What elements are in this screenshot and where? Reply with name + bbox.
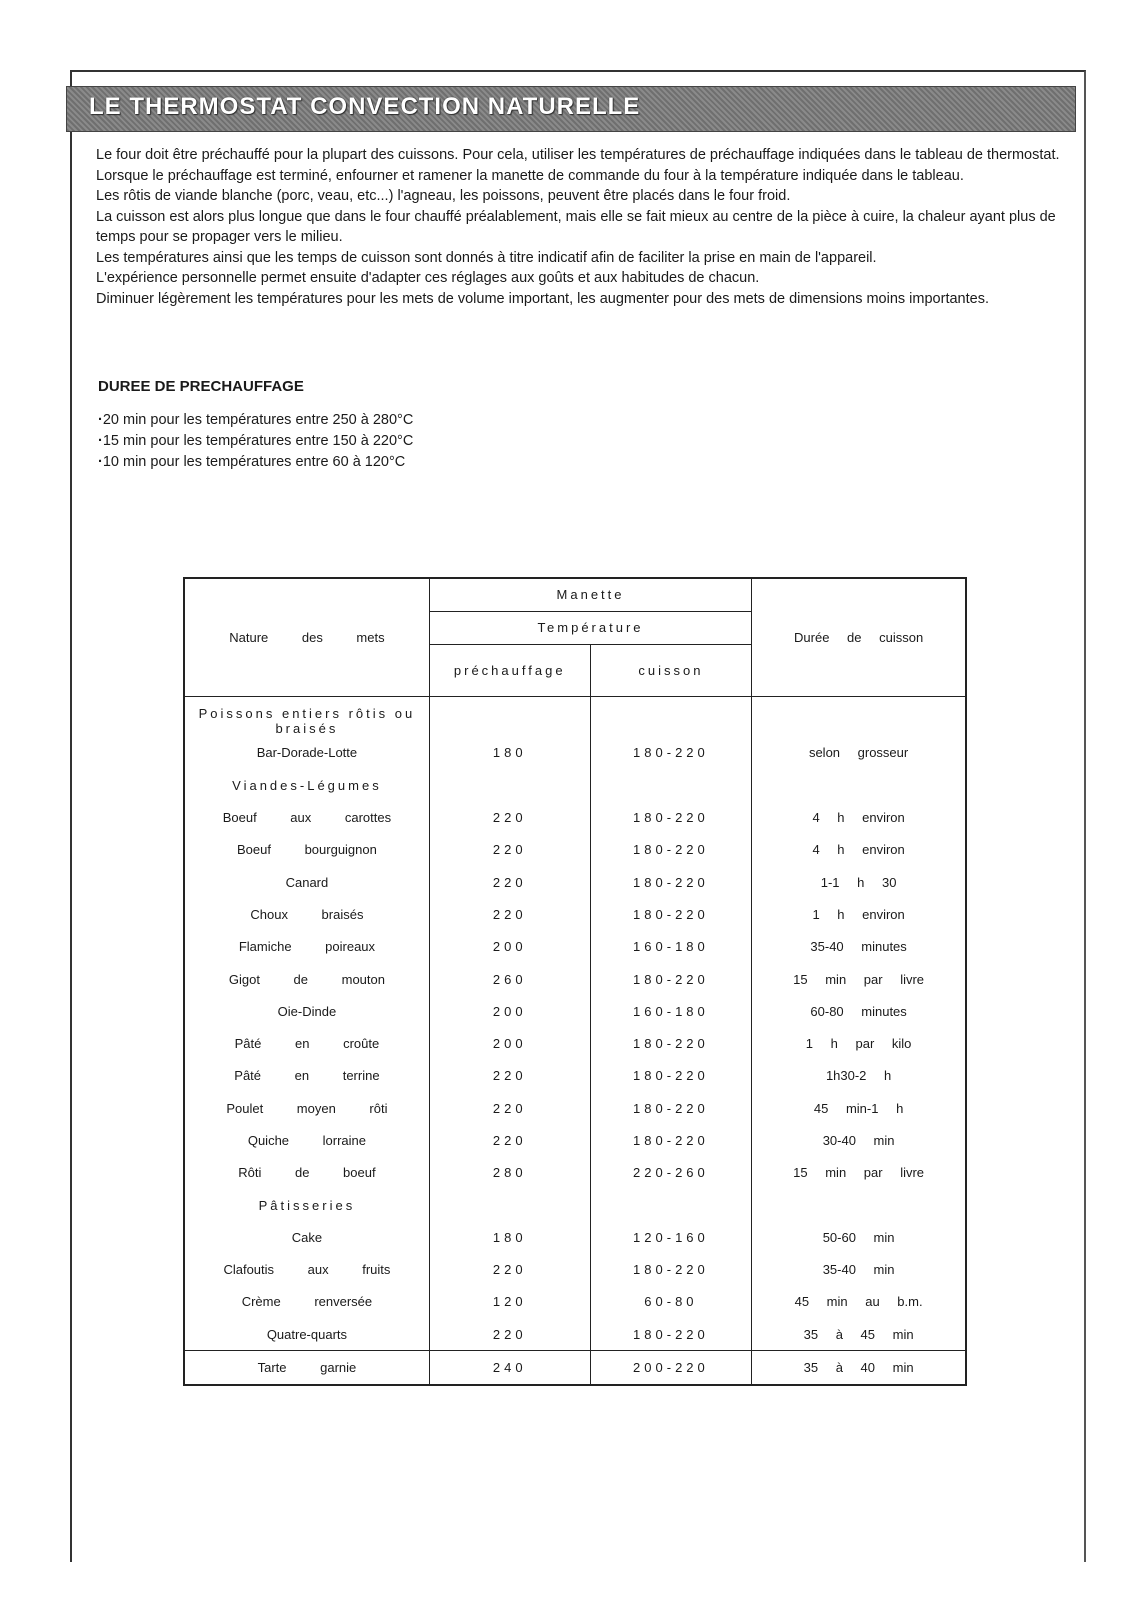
cell-nature: Quatre-quarts (184, 1318, 429, 1351)
table-row (184, 769, 966, 801)
cell-pre (429, 769, 590, 801)
cell-cuis: 180-220 (590, 866, 752, 898)
cell-duree: 50-60 min (752, 1221, 966, 1253)
header-duree: Durée de cuisson (752, 578, 966, 696)
cell-pre (429, 1189, 590, 1221)
cell-duree: 35-40 minutes (752, 931, 966, 963)
cell-nature: Boeuf aux carottes (184, 801, 429, 833)
cell-cuis (590, 1189, 752, 1221)
cell-nature: Quiche lorraine (184, 1124, 429, 1156)
cell-duree (752, 769, 966, 801)
header-prechauffage: préchauffage (429, 644, 590, 696)
cell-nature: Pâté en terrine (184, 1060, 429, 1092)
cell-nature: Rôti de boeuf (184, 1157, 429, 1189)
cell-nature: Crème renversée (184, 1286, 429, 1318)
table-row (184, 1221, 966, 1253)
cell-cuis: 180-220 (590, 1124, 752, 1156)
cell-nature: Tarte garnie (184, 1351, 429, 1385)
cell-pre: 240 (429, 1351, 590, 1385)
cell-nature: Boeuf bourguignon (184, 834, 429, 866)
cell-cuis: 180-220 (590, 898, 752, 930)
cell-duree: 1h30-2 h (752, 1060, 966, 1092)
cell-cuis: 180-220 (590, 801, 752, 833)
table-row (184, 866, 966, 898)
cell-pre: 180 (429, 1221, 590, 1253)
cell-nature: Canard (184, 866, 429, 898)
cell-duree: 1 h par kilo (752, 1027, 966, 1059)
cell-duree: 35 à 40 min (752, 1351, 966, 1385)
cell-cuis: 180-220 (590, 737, 752, 769)
table-row (184, 1254, 966, 1286)
cell-pre: 260 (429, 963, 590, 995)
table-row (184, 995, 966, 1027)
intro-line: Lorsque le préchauffage est terminé, enfourner et ramener la manette de commande du four à la température indiquée dans le tableau. (96, 167, 964, 184)
cell-cuis: 180-220 (590, 1092, 752, 1124)
cell-nature: Pâtisseries (184, 1189, 429, 1221)
table-row (184, 1286, 966, 1318)
cell-duree (752, 696, 966, 737)
cell-cuis: 60-80 (590, 1286, 752, 1318)
intro-line: Le four doit être préchauffé pour la plupart des cuissons. Pour cela, utiliser les températures de préchauffage indiquées dans le tableau de thermostat. (96, 147, 1060, 163)
cell-duree: 4 h environ (752, 834, 966, 866)
cell-pre: 220 (429, 1092, 590, 1124)
table-row (184, 1060, 966, 1092)
cell-pre: 200 (429, 931, 590, 963)
table-body (184, 696, 966, 1385)
table-row (184, 737, 966, 769)
table-row (184, 801, 966, 833)
header-manette: Manette (429, 578, 751, 611)
intro-line: L'expérience personnelle permet ensuite d'adapter ces réglages aux goûts et aux habitudes de chacun. (96, 270, 760, 286)
cooking-table (183, 577, 967, 1386)
cell-cuis: 180-220 (590, 1318, 752, 1351)
preheat-heading: DUREE DE PRECHAUFFAGE (98, 378, 304, 395)
cell-pre: 220 (429, 898, 590, 930)
cell-nature: Choux braisés (184, 898, 429, 930)
cell-pre: 220 (429, 1254, 590, 1286)
table-row (184, 1318, 966, 1351)
cell-nature: Poulet moyen rôti (184, 1092, 429, 1124)
cell-cuis: 180-220 (590, 1027, 752, 1059)
cell-duree: 15 min par livre (752, 1157, 966, 1189)
cell-nature: Oie-Dinde (184, 995, 429, 1027)
cell-nature: Poissons entiers rôtis ou braisés (184, 696, 429, 737)
cell-cuis (590, 696, 752, 737)
cell-cuis: 180-220 (590, 1254, 752, 1286)
preheat-item: · 15 min pour les températures entre 150 à 220°C (98, 431, 413, 452)
table-row (184, 696, 966, 737)
cell-nature: Cake (184, 1221, 429, 1253)
cell-duree: 45 min-1 h (752, 1092, 966, 1124)
header-cuisson: cuisson (590, 644, 752, 696)
cell-duree: 1-1 h 30 (752, 866, 966, 898)
cell-pre: 220 (429, 834, 590, 866)
cell-pre: 120 (429, 1286, 590, 1318)
table-row (184, 1027, 966, 1059)
cell-cuis: 220-260 (590, 1157, 752, 1189)
table-row (184, 1092, 966, 1124)
cell-duree: selon grosseur (752, 737, 966, 769)
preheat-list (98, 410, 413, 473)
cell-cuis: 160-180 (590, 995, 752, 1027)
intro-line: Diminuer légèrement les températures pour les mets de volume important, les augmenter pour des mets de dimensions moins importantes. (96, 290, 989, 307)
cell-duree (752, 1189, 966, 1221)
cell-pre: 180 (429, 737, 590, 769)
preheat-item: · 20 min pour les températures entre 250 à 280°C (98, 410, 413, 431)
cell-pre: 200 (429, 995, 590, 1027)
title-banner (66, 86, 1076, 132)
cell-duree: 45 min au b.m. (752, 1286, 966, 1318)
cell-pre: 220 (429, 801, 590, 833)
table-row (184, 834, 966, 866)
cell-duree: 60-80 minutes (752, 995, 966, 1027)
cell-cuis: 120-160 (590, 1221, 752, 1253)
header-temperature: Température (429, 611, 751, 644)
intro-line: Les rôtis de viande blanche (porc, veau, etc...) l'agneau, les poissons, peuvent être placés dans le four froid. (96, 188, 791, 204)
intro-line: La cuisson est alors plus longue que dans le four chauffé préalablement, mais elle se fait mieux au centre de la pièce à cuire, la chaleur ayant plus de temps pour se propager vers le milieu. (96, 208, 1056, 245)
cell-nature: Bar-Dorade-Lotte (184, 737, 429, 769)
preheat-item: · 10 min pour les températures entre 60 à 120°C (98, 452, 413, 473)
cell-pre: 220 (429, 866, 590, 898)
cell-nature: Clafoutis aux fruits (184, 1254, 429, 1286)
cell-nature: Pâté en croûte (184, 1027, 429, 1059)
cell-pre: 220 (429, 1318, 590, 1351)
table-row (184, 898, 966, 930)
cell-duree: 1 h environ (752, 898, 966, 930)
cell-cuis: 200-220 (590, 1351, 752, 1385)
cell-nature: Viandes-Légumes (184, 769, 429, 801)
cell-cuis: 180-220 (590, 834, 752, 866)
cell-pre: 200 (429, 1027, 590, 1059)
cell-duree: 4 h environ (752, 801, 966, 833)
table-row (184, 1124, 966, 1156)
intro-line: Les températures ainsi que les temps de cuisson sont donnés à titre indicatif afin de faciliter la prise en main de l'appareil. (96, 249, 877, 266)
cell-duree: 35-40 min (752, 1254, 966, 1286)
header-nature: Nature des mets (184, 578, 429, 696)
table-row (184, 1351, 966, 1385)
cell-pre: 220 (429, 1060, 590, 1092)
cell-duree: 30-40 min (752, 1124, 966, 1156)
cell-cuis: 180-220 (590, 1060, 752, 1092)
table-row (184, 1189, 966, 1221)
cell-nature: Flamiche poireaux (184, 931, 429, 963)
intro-text (96, 145, 1076, 309)
table-row (184, 1157, 966, 1189)
cell-nature: Gigot de mouton (184, 963, 429, 995)
cell-cuis: 160-180 (590, 931, 752, 963)
cell-duree: 15 min par livre (752, 963, 966, 995)
cell-cuis: 180-220 (590, 963, 752, 995)
page-title: LE THERMOSTAT CONVECTION NATURELLE (89, 93, 641, 120)
table-row (184, 931, 966, 963)
cell-cuis (590, 769, 752, 801)
cell-pre (429, 696, 590, 737)
cell-pre: 220 (429, 1124, 590, 1156)
cell-duree: 35 à 45 min (752, 1318, 966, 1351)
table-row (184, 963, 966, 995)
cell-pre: 280 (429, 1157, 590, 1189)
